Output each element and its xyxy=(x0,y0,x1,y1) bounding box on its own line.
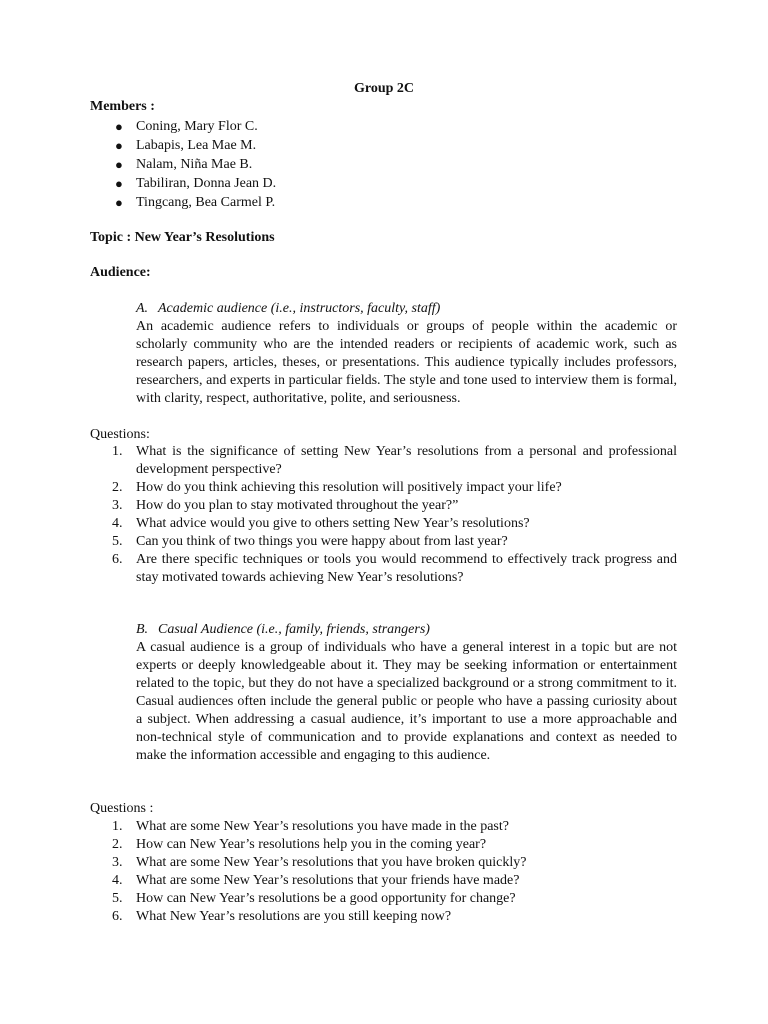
section-a-questions-label: Questions: xyxy=(90,427,150,442)
member-name: Coning, Mary Flor C. xyxy=(136,119,258,134)
section-a-questions xyxy=(0,443,677,587)
question-text: How do you think achieving this resolution will positively impact your life? xyxy=(136,480,562,495)
question-item xyxy=(0,836,677,854)
question-item xyxy=(0,497,677,515)
member-item xyxy=(0,136,276,155)
member-item xyxy=(0,193,276,212)
question-number: 4. xyxy=(112,516,123,531)
question-number: 1. xyxy=(112,819,123,834)
question-text: What is the significance of setting New Year’s resolutions from a personal and professional development perspective? xyxy=(136,444,677,477)
document-title: Group 2C xyxy=(353,81,415,96)
section-b-marker: B. xyxy=(136,622,149,637)
section-b-title: Casual Audience (i.e., family, friends, strangers) xyxy=(158,622,430,637)
question-number: 1. xyxy=(112,444,123,459)
question-number: 2. xyxy=(112,480,123,495)
question-number: 2. xyxy=(112,837,123,852)
question-item xyxy=(0,479,677,497)
question-item xyxy=(0,872,677,890)
question-text: What New Year’s resolutions are you still keeping now? xyxy=(136,909,452,924)
section-a-title: Academic audience (i.e., instructors, faculty, staff) xyxy=(158,301,441,316)
section-b-heading xyxy=(136,621,430,639)
question-number: 6. xyxy=(112,909,123,924)
bullet-icon: ● xyxy=(115,195,123,210)
members-list xyxy=(0,117,276,212)
section-b-questions xyxy=(0,818,677,926)
members-heading: Members : xyxy=(90,99,155,114)
question-number: 6. xyxy=(112,552,123,567)
section-b-paragraph: A casual audience is a group of individuals who have a general interest in a topic but are not experts or deeply knowledgeable about it. They may be seeking information or entertainment related to the topic, but they do not have a specialized background or a strong commitment to it. Casual audiences often include the general public or people who have a passing curiosity about a subject. When addressing a casual audience, it’s important to use a more approachable and non-technical style of communication and to provide explanations and context as needed to make the information accessible and engaging to this audience. xyxy=(136,640,677,763)
member-name: Tabiliran, Donna Jean D. xyxy=(136,176,277,191)
question-text: How can New Year’s resolutions help you in the coming year? xyxy=(136,837,487,852)
bullet-icon: ● xyxy=(115,157,123,172)
section-a-paragraph: An academic audience refers to individuals or groups of people within the academic or scholarly community who are the intended readers or recipients of academic work, such as research papers, articles, theses, or presentations. This audience typically includes professors, researchers, and experts in particular fields. The style and tone used to interview them is formal, with clarity, respect, authoritative, polite, and seriousness. xyxy=(136,319,677,406)
member-item xyxy=(0,174,276,193)
section-a-marker: A. xyxy=(136,301,149,316)
question-item xyxy=(0,551,677,587)
question-item xyxy=(0,533,677,551)
question-number: 3. xyxy=(112,855,123,870)
bullet-icon: ● xyxy=(115,138,123,153)
section-a-heading xyxy=(136,300,440,318)
bullet-icon: ● xyxy=(115,176,123,191)
question-text: What are some New Year’s resolutions that your friends have made? xyxy=(136,873,520,888)
question-text: How can New Year’s resolutions be a good opportunity for change? xyxy=(136,891,516,906)
question-text: How do you plan to stay motivated throughout the year?” xyxy=(136,498,459,513)
question-text: What are some New Year’s resolutions that you have broken quickly? xyxy=(136,855,527,870)
question-item xyxy=(0,515,677,533)
question-number: 3. xyxy=(112,498,123,513)
member-item xyxy=(0,117,276,136)
question-item xyxy=(0,908,677,926)
question-text: Can you think of two things you were happy about from last year? xyxy=(136,534,508,549)
audience-heading: Audience: xyxy=(90,265,151,280)
question-item xyxy=(0,818,677,836)
member-name: Nalam, Niña Mae B. xyxy=(136,157,253,172)
topic-heading: Topic : New Year’s Resolutions xyxy=(90,230,275,245)
question-item xyxy=(0,890,677,908)
question-item xyxy=(0,854,677,872)
question-text: What advice would you give to others setting New Year’s resolutions? xyxy=(136,516,530,531)
question-text: Are there specific techniques or tools you would recommend to effectively track progress and stay motivated towards achieving New Year’s resolutions? xyxy=(136,552,677,585)
bullet-icon: ● xyxy=(115,119,123,134)
member-name: Tingcang, Bea Carmel P. xyxy=(136,195,276,210)
section-b-questions-label: Questions : xyxy=(90,801,154,816)
question-number: 4. xyxy=(112,873,123,888)
question-text: What are some New Year’s resolutions you have made in the past? xyxy=(136,819,509,834)
member-item xyxy=(0,155,276,174)
question-number: 5. xyxy=(112,891,123,906)
question-number: 5. xyxy=(112,534,123,549)
question-item xyxy=(0,443,677,479)
member-name: Labapis, Lea Mae M. xyxy=(136,138,257,153)
